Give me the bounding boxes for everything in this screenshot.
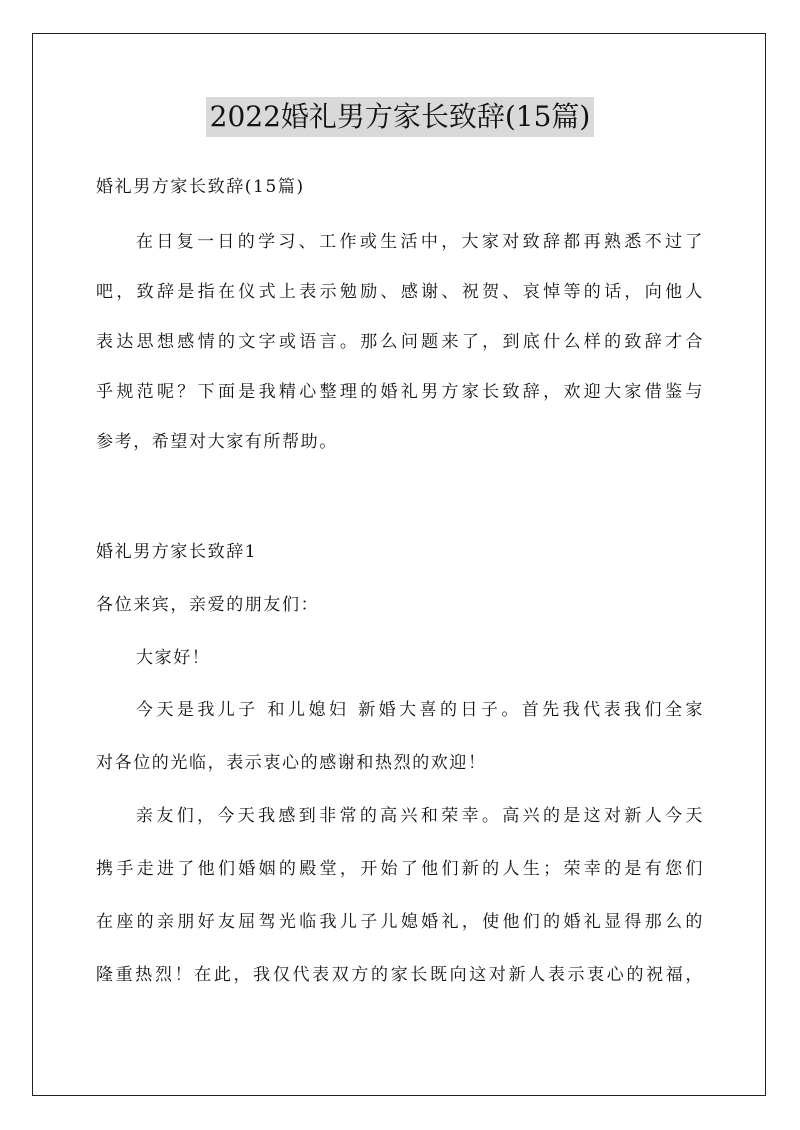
- para2-line-3: 在座的亲朋好友屈驾光临我儿子儿媳婚礼，使他们的婚礼显得那么的: [96, 912, 704, 932]
- section-heading-1: 婚礼男方家长致辞1: [96, 542, 258, 562]
- intro-line-1: 在日复一日的学习、工作或生活中，大家对致辞都再熟悉不过了: [136, 232, 704, 252]
- title-wrap: [0, 97, 800, 137]
- para2-line-4: 隆重热烈！在此，我仅代表双方的家长既向这对新人表示衷心的祝福，: [96, 965, 704, 985]
- para2-line-2: 携手走进了他们婚姻的殿堂，开始了他们新的人生；荣幸的是有您们: [96, 859, 704, 879]
- intro-line-4: 乎规范呢？下面是我精心整理的婚礼男方家长致辞，欢迎大家借鉴与: [96, 382, 704, 402]
- document-title: 2022婚礼男方家长致辞(15篇): [206, 97, 595, 137]
- intro-line-5: 参考，希望对大家有所帮助。: [96, 432, 338, 452]
- para2-line-1: 亲友们，今天我感到非常的高兴和荣幸。高兴的是这对新人今天: [136, 806, 704, 826]
- greeting: 各位来宾，亲爱的朋友们：: [96, 595, 320, 615]
- intro-line-3: 表达思想感情的文字或语言。那么问题来了，到底什么样的致辞才合: [96, 332, 704, 352]
- hello-line: 大家好！: [136, 648, 211, 668]
- para1-line-2: 对各位的光临，表示衷心的感谢和热烈的欢迎！: [96, 753, 487, 773]
- para1-line-1: 今天是我儿子 和儿媳妇 新婚大喜的日子。首先我代表我们全家: [136, 700, 704, 720]
- subtitle: 婚礼男方家长致辞(15篇): [96, 177, 305, 197]
- intro-line-2: 吧，致辞是指在仪式上表示勉励、感谢、祝贺、哀悼等的话，向他人: [96, 282, 704, 302]
